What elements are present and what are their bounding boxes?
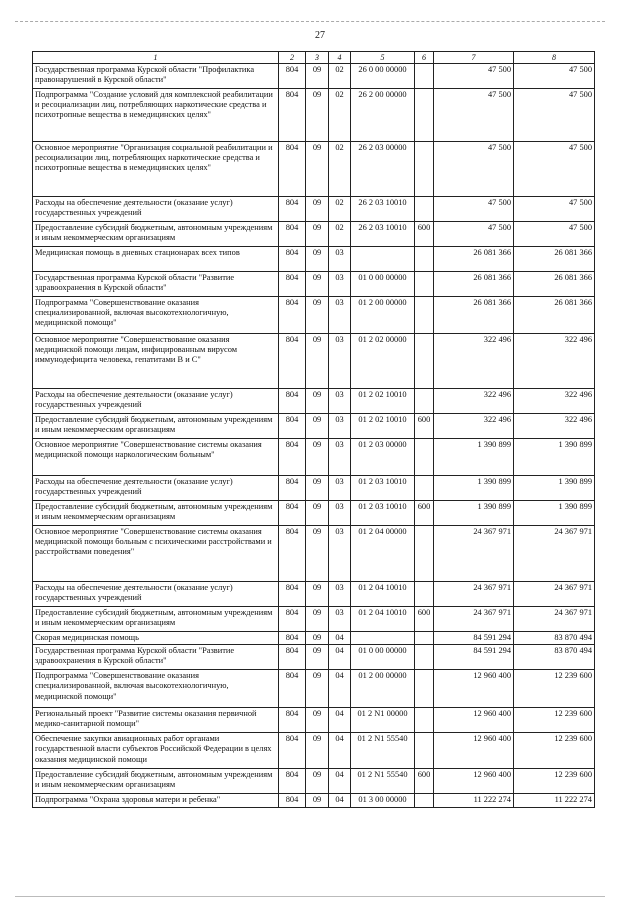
row-gr-code: 804 [279,526,306,582]
table-row [33,582,595,607]
row-gr-code: 804 [279,222,306,247]
table-row [33,501,595,526]
row-target-article: 26 2 03 10010 [351,197,415,222]
row-expense-type [415,794,434,808]
row-amount-year1: 24 367 971 [434,607,514,632]
row-section: 09 [306,476,329,501]
row-amount-year2: 12 239 600 [514,670,595,708]
row-name: Основное мероприятие "Совершенствование системы оказания медицинской помощи наркологическим больным" [33,439,279,476]
row-target-article: 01 2 03 10010 [351,476,415,501]
row-target-article: 01 2 04 10010 [351,607,415,632]
row-amount-year1: 47 500 [434,89,514,142]
row-subsection: 02 [329,197,351,222]
row-target-article: 26 0 00 00000 [351,64,415,89]
row-target-article: 26 2 00 00000 [351,89,415,142]
col-header-2: 2 [279,52,306,64]
row-subsection: 03 [329,476,351,501]
row-amount-year1: 47 500 [434,197,514,222]
col-header-8: 8 [514,52,595,64]
row-expense-type [415,645,434,670]
row-name: Скорая медицинская помощь [33,632,279,645]
row-subsection: 02 [329,222,351,247]
row-subsection: 03 [329,607,351,632]
row-amount-year1: 1 390 899 [434,476,514,501]
row-gr-code: 804 [279,708,306,733]
row-expense-type: 600 [415,501,434,526]
table-row [33,64,595,89]
row-amount-year2: 47 500 [514,64,595,89]
row-subsection: 02 [329,142,351,197]
row-name: Государственная программа Курской области "Развитие здравоохранения в Курской области" [33,645,279,670]
row-section: 09 [306,582,329,607]
row-amount-year1: 12 960 400 [434,708,514,733]
row-subsection: 03 [329,389,351,414]
row-section: 09 [306,769,329,794]
row-name: Государственная программа Курской области "Профилактика правонарушений в Курской области" [33,64,279,89]
row-amount-year1: 24 367 971 [434,582,514,607]
table-row [33,794,595,808]
row-subsection: 02 [329,64,351,89]
row-gr-code: 804 [279,89,306,142]
row-amount-year1: 12 960 400 [434,670,514,708]
row-gr-code: 804 [279,607,306,632]
row-target-article: 01 0 00 00000 [351,272,415,297]
table-row [33,526,595,582]
row-name: Основное мероприятие "Совершенствование системы оказания медицинской помощи больным с психическими расстройствами и расстройствами поведения" [33,526,279,582]
row-name: Предоставление субсидий бюджетным, автономным учреждениям и иным некоммерческим организациям [33,501,279,526]
table-row [33,142,595,197]
row-subsection: 03 [329,297,351,334]
row-amount-year1: 1 390 899 [434,439,514,476]
row-amount-year2: 24 367 971 [514,582,595,607]
row-amount-year2: 47 500 [514,142,595,197]
row-name: Региональный проект "Развитие системы оказания первичной медико-санитарной помощи" [33,708,279,733]
row-name: Медицинская помощь в дневных стационарах всех типов [33,247,279,272]
row-subsection: 04 [329,645,351,670]
row-name: Подпрограмма "Охрана здоровья матери и ребенка" [33,794,279,808]
row-amount-year2: 26 081 366 [514,272,595,297]
row-gr-code: 804 [279,670,306,708]
row-target-article: 26 2 03 10010 [351,222,415,247]
row-gr-code: 804 [279,334,306,389]
row-name: Расходы на обеспечение деятельности (оказание услуг) государственных учреждений [33,197,279,222]
row-target-article: 01 2 03 00000 [351,439,415,476]
budget-table [32,51,595,808]
row-amount-year1: 26 081 366 [434,247,514,272]
row-amount-year1: 47 500 [434,142,514,197]
row-section: 09 [306,89,329,142]
row-target-article: 01 2 00 00000 [351,297,415,334]
row-section: 09 [306,272,329,297]
row-name: Расходы на обеспечение деятельности (оказание услуг) государственных учреждений [33,389,279,414]
row-gr-code: 804 [279,142,306,197]
row-gr-code: 804 [279,272,306,297]
row-subsection: 04 [329,670,351,708]
row-subsection: 04 [329,708,351,733]
row-section: 09 [306,439,329,476]
table-row [33,607,595,632]
table-row [33,414,595,439]
row-gr-code: 804 [279,501,306,526]
row-target-article: 01 2 00 00000 [351,670,415,708]
row-name: Предоставление субсидий бюджетным, автономным учреждениям и иным некоммерческим организациям [33,222,279,247]
col-header-6: 6 [415,52,434,64]
row-section: 09 [306,334,329,389]
row-gr-code: 804 [279,769,306,794]
col-header-7: 7 [434,52,514,64]
table-row [33,708,595,733]
row-gr-code: 804 [279,64,306,89]
row-amount-year2: 1 390 899 [514,476,595,501]
row-subsection: 03 [329,272,351,297]
table-row [33,222,595,247]
row-target-article: 01 2 N1 00000 [351,708,415,733]
row-target-article: 01 2 02 00000 [351,334,415,389]
row-target-article: 01 2 04 00000 [351,526,415,582]
row-expense-type [415,526,434,582]
row-target-article: 01 2 04 10010 [351,582,415,607]
row-expense-type [415,247,434,272]
row-target-article: 01 0 00 00000 [351,645,415,670]
table-row [33,197,595,222]
row-amount-year1: 322 496 [434,334,514,389]
row-expense-type [415,733,434,769]
col-header-4: 4 [329,52,351,64]
row-amount-year2: 26 081 366 [514,247,595,272]
row-expense-type [415,64,434,89]
row-amount-year2: 24 367 971 [514,607,595,632]
row-expense-type [415,476,434,501]
row-amount-year1: 47 500 [434,222,514,247]
row-amount-year1: 26 081 366 [434,297,514,334]
row-gr-code: 804 [279,645,306,670]
table-row [33,769,595,794]
row-subsection: 03 [329,501,351,526]
table-row [33,389,595,414]
row-section: 09 [306,794,329,808]
row-amount-year2: 322 496 [514,389,595,414]
row-amount-year2: 24 367 971 [514,526,595,582]
row-expense-type [415,272,434,297]
row-gr-code: 804 [279,297,306,334]
row-subsection: 04 [329,794,351,808]
row-amount-year2: 1 390 899 [514,501,595,526]
row-gr-code: 804 [279,197,306,222]
row-target-article: 01 3 00 00000 [351,794,415,808]
table-body [33,64,595,808]
row-expense-type: 600 [415,414,434,439]
row-amount-year2: 11 222 274 [514,794,595,808]
row-expense-type [415,197,434,222]
row-subsection: 02 [329,89,351,142]
row-amount-year2: 47 500 [514,197,595,222]
row-name: Расходы на обеспечение деятельности (оказание услуг) государственных учреждений [33,582,279,607]
row-amount-year1: 47 500 [434,64,514,89]
row-amount-year2: 83 870 494 [514,645,595,670]
table-row [33,334,595,389]
row-subsection: 03 [329,526,351,582]
table-row [33,670,595,708]
row-amount-year2: 1 390 899 [514,439,595,476]
row-section: 09 [306,297,329,334]
row-target-article: 01 2 N1 55540 [351,769,415,794]
row-target-article: 01 2 02 10010 [351,414,415,439]
row-target-article: 01 2 02 10010 [351,389,415,414]
row-amount-year1: 12 960 400 [434,769,514,794]
row-name: Основное мероприятие "Совершенствование оказания медицинской помощи лицам, инфицированным вирусом иммунодефицита человека, гепатитами В и С" [33,334,279,389]
row-section: 09 [306,197,329,222]
table-row [33,89,595,142]
row-gr-code: 804 [279,733,306,769]
row-section: 09 [306,389,329,414]
row-gr-code: 804 [279,632,306,645]
row-section: 09 [306,222,329,247]
row-section: 09 [306,607,329,632]
table-row [33,645,595,670]
row-section: 09 [306,64,329,89]
row-name: Подпрограмма "Совершенствование оказания специализированной, включая высокотехнологичную, медицинской помощи" [33,670,279,708]
row-expense-type [415,582,434,607]
row-gr-code: 804 [279,794,306,808]
row-name: Подпрограмма "Создание условий для комплексной реабилитации и ресоциализации лиц, потребляющих наркотические средства и психотропные вещества в немедицинских целях" [33,89,279,142]
row-amount-year1: 322 496 [434,414,514,439]
row-amount-year1: 26 081 366 [434,272,514,297]
row-gr-code: 804 [279,247,306,272]
col-header-5: 5 [351,52,415,64]
row-subsection: 03 [329,439,351,476]
row-amount-year1: 84 591 294 [434,645,514,670]
row-expense-type [415,297,434,334]
row-expense-type [415,670,434,708]
row-name: Подпрограмма "Совершенствование оказания специализированной, включая высокотехнологичную, медицинской помощи" [33,297,279,334]
row-section: 09 [306,632,329,645]
row-subsection: 03 [329,582,351,607]
row-subsection: 03 [329,247,351,272]
table-row [33,632,595,645]
row-amount-year2: 83 870 494 [514,632,595,645]
row-expense-type: 600 [415,769,434,794]
row-gr-code: 804 [279,582,306,607]
row-expense-type: 600 [415,607,434,632]
row-subsection: 04 [329,632,351,645]
row-section: 09 [306,670,329,708]
row-expense-type [415,632,434,645]
row-name: Предоставление субсидий бюджетным, автономным учреждениям и иным некоммерческим организациям [33,769,279,794]
row-section: 09 [306,501,329,526]
top-rule [15,21,605,22]
page-number: 27 [315,30,325,41]
row-target-article: 01 2 N1 55540 [351,733,415,769]
col-header-3: 3 [306,52,329,64]
row-expense-type: 600 [415,222,434,247]
row-name: Обеспечение закупки авиационных работ органами государственной власти субъектов Российской Федерации в целях оказания медицинской помощи [33,733,279,769]
row-amount-year2: 12 239 600 [514,733,595,769]
row-amount-year2: 322 496 [514,414,595,439]
row-amount-year2: 47 500 [514,222,595,247]
table-row [33,272,595,297]
row-amount-year1: 11 222 274 [434,794,514,808]
row-target-article: 01 2 03 10010 [351,501,415,526]
header-row [33,52,595,64]
row-expense-type [415,389,434,414]
row-amount-year1: 24 367 971 [434,526,514,582]
row-subsection: 03 [329,334,351,389]
row-expense-type [415,334,434,389]
row-amount-year2: 12 239 600 [514,769,595,794]
table-row [33,733,595,769]
row-amount-year1: 84 591 294 [434,632,514,645]
row-target-article [351,632,415,645]
row-section: 09 [306,645,329,670]
row-amount-year1: 1 390 899 [434,501,514,526]
row-amount-year2: 12 239 600 [514,708,595,733]
row-section: 09 [306,247,329,272]
row-target-article: 26 2 03 00000 [351,142,415,197]
col-header-1: 1 [33,52,279,64]
table-row [33,247,595,272]
row-section: 09 [306,526,329,582]
row-amount-year2: 26 081 366 [514,297,595,334]
table-row [33,476,595,501]
row-amount-year2: 322 496 [514,334,595,389]
row-name: Расходы на обеспечение деятельности (оказание услуг) государственных учреждений [33,476,279,501]
bottom-rule [15,896,605,897]
row-target-article [351,247,415,272]
row-gr-code: 804 [279,439,306,476]
row-amount-year2: 47 500 [514,89,595,142]
table-row [33,297,595,334]
row-section: 09 [306,414,329,439]
row-subsection: 04 [329,769,351,794]
row-expense-type [415,439,434,476]
row-gr-code: 804 [279,476,306,501]
table-row [33,439,595,476]
row-expense-type [415,89,434,142]
row-subsection: 03 [329,414,351,439]
row-gr-code: 804 [279,389,306,414]
row-section: 09 [306,733,329,769]
row-name: Предоставление субсидий бюджетным, автономным учреждениям и иным некоммерческим организациям [33,607,279,632]
row-name: Государственная программа Курской области "Развитие здравоохранения в Курской области" [33,272,279,297]
row-name: Предоставление субсидий бюджетным, автономным учреждениям и иным некоммерческим организациям [33,414,279,439]
row-expense-type [415,142,434,197]
row-amount-year1: 322 496 [434,389,514,414]
row-name: Основное мероприятие "Организация социальной реабилитации и ресоциализации лиц, потребляющих наркотические средства и психотропные вещества в немедицинских целях" [33,142,279,197]
row-amount-year1: 12 960 400 [434,733,514,769]
row-section: 09 [306,708,329,733]
row-expense-type [415,708,434,733]
row-subsection: 04 [329,733,351,769]
row-gr-code: 804 [279,414,306,439]
row-section: 09 [306,142,329,197]
